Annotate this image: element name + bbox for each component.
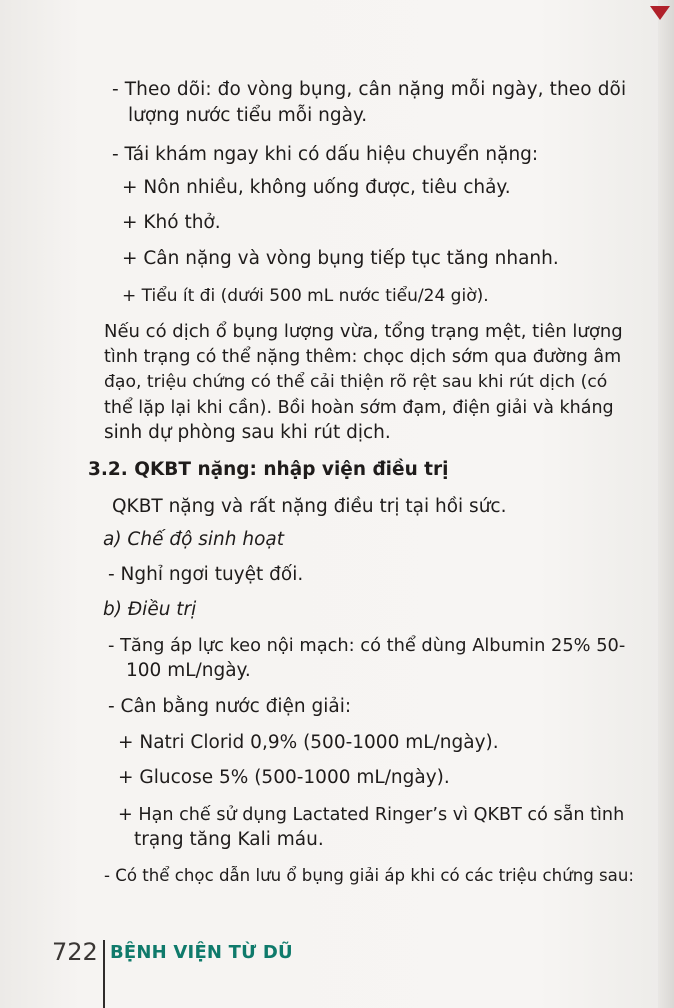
text-line: QKBT nặng và rất nặng điều trị tại hồi sức. <box>112 496 507 517</box>
page-edge <box>658 0 674 1008</box>
text-line: + Khó thở. <box>122 212 221 233</box>
text-line: + Nôn nhiều, không uống được, tiêu chảy. <box>122 177 511 198</box>
subheading: a) Chế độ sinh hoạt <box>103 529 285 550</box>
text-line: 100 mL/ngày. <box>126 660 251 681</box>
text-line: Nếu có dịch ổ bụng lượng vừa, tổng trạng mệt, tiên lượng <box>104 321 623 342</box>
text-line: sinh dự phòng sau khi rút dịch. <box>104 422 391 443</box>
text-line: - Tăng áp lực keo nội mạch: có thể dùng Albumin 25% 50- <box>108 635 626 656</box>
footer-divider <box>103 940 105 1008</box>
running-footer-title: BỆNH VIỆN TỪ DŨ <box>110 942 293 963</box>
subheading: b) Điều trị <box>103 599 197 620</box>
section-heading: 3.2. QKBT nặng: nhập viện điều trị <box>88 459 449 480</box>
text-line: thể lặp lại khi cần). Bồi hoàn sớm đạm, điện giải và kháng <box>104 398 614 418</box>
text-line: + Tiểu ít đi (dưới 500 mL nước tiểu/24 giờ). <box>122 286 489 306</box>
text-line: - Theo dõi: đo vòng bụng, cân nặng mỗi ngày, theo dõi <box>112 79 627 100</box>
text-line: lượng nước tiểu mỗi ngày. <box>128 105 368 126</box>
text-line: + Hạn chế sử dụng Lactated Ringer’s vì QKBT có sẵn tình <box>118 805 625 825</box>
text-line: - Tái khám ngay khi có dấu hiệu chuyển nặng: <box>112 144 539 165</box>
text-line: + Glucose 5% (500-1000 mL/ngày). <box>118 767 450 788</box>
text-line: - Có thể chọc dẫn lưu ổ bụng giải áp khi có các triệu chứng sau: <box>104 866 634 885</box>
text-line: - Nghỉ ngơi tuyệt đối. <box>108 564 304 585</box>
text-line: tình trạng có thể nặng thêm: chọc dịch sớm qua đường âm <box>104 347 622 367</box>
page-number: 722 <box>52 938 98 966</box>
text-line: + Cân nặng và vòng bụng tiếp tục tăng nhanh. <box>122 248 559 269</box>
text-line: - Cân bằng nước điện giải: <box>108 696 352 717</box>
bookmark-ribbon-icon <box>650 6 670 20</box>
text-line: + Natri Clorid 0,9% (500-1000 mL/ngày). <box>118 732 499 753</box>
text-line: đạo, triệu chứng có thể cải thiện rõ rệt sau khi rút dịch (có <box>104 372 608 392</box>
text-line: trạng tăng Kali máu. <box>134 829 324 850</box>
